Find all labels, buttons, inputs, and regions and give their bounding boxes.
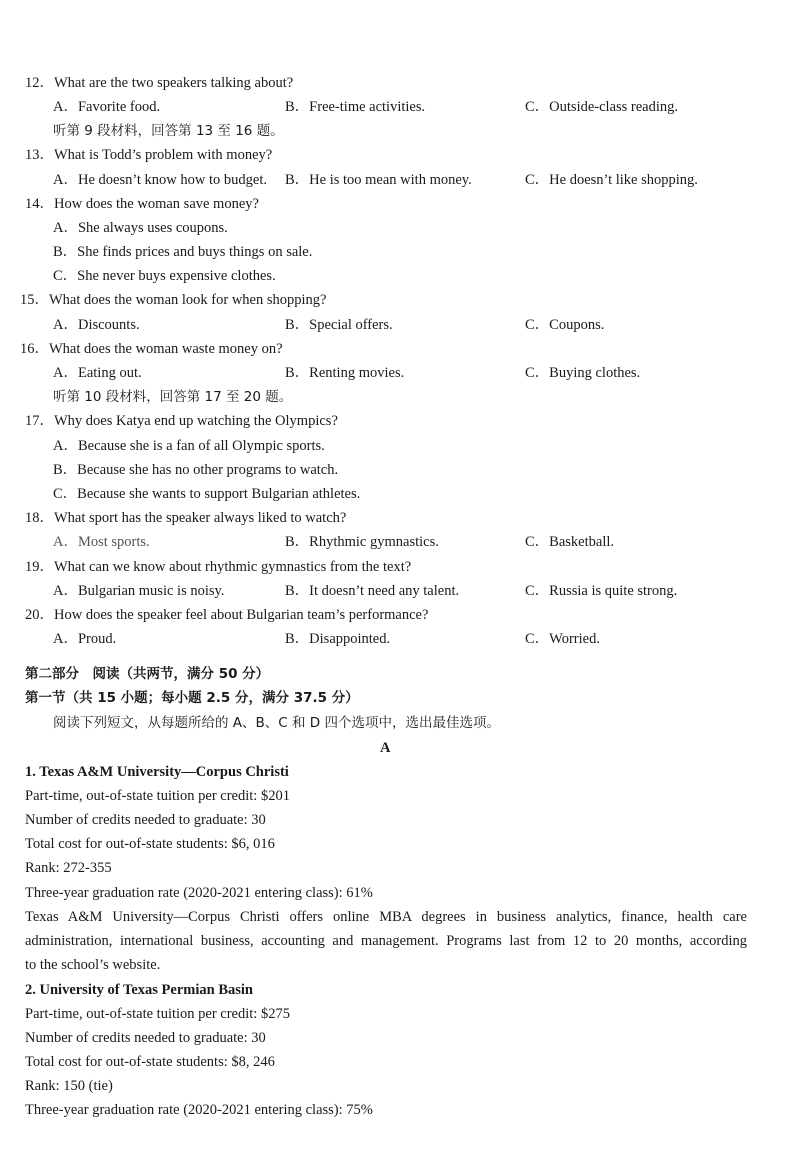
section-10-instruction: 听第 10 段材料，回答第 17 至 20 题。 — [53, 389, 293, 405]
question-18-option-c: C．Basketball. — [525, 534, 615, 550]
question-17-option-b: B．Because she has no other programs to watch. — [53, 462, 339, 478]
question-14-stem: 14．How does the woman save money? — [25, 196, 259, 212]
question-18-option-b: B．Rhythmic gymnastics. — [285, 534, 439, 550]
question-13-option-b: B．He is too mean with money. — [285, 172, 472, 188]
school-1-title: 1. Texas A&M University—Corpus Christi — [25, 764, 289, 780]
question-13-stem: 13．What is Todd’s problem with money? — [25, 147, 273, 163]
question-20-stem: 20．How does the speaker feel about Bulgarian team’s performance? — [25, 607, 429, 623]
section-one-heading: 第一节（共 15 小题；每小题 2.5 分，满分 37.5 分） — [25, 690, 359, 706]
school-1-credits: Number of credits needed to graduate: 30 — [25, 812, 266, 828]
school-2-rank: Rank: 150 (tie) — [25, 1078, 113, 1094]
reading-instruction: 阅读下列短文，从每题所给的 A、B、C 和 D 四个选项中，选出最佳选项。 — [53, 715, 500, 731]
question-14-option-a: A．She always uses coupons. — [53, 220, 228, 236]
question-19-option-c: C．Russia is quite strong. — [525, 583, 678, 599]
question-15-stem: 15．What does the woman look for when shopping? — [20, 292, 327, 308]
question-12-option-c: C．Outside-class reading. — [525, 99, 679, 115]
question-18-stem: 18．What sport has the speaker always liked to watch? — [25, 510, 347, 526]
question-16-option-a: A．Eating out. — [53, 365, 142, 381]
question-20-option-a: A．Proud. — [53, 631, 117, 647]
question-19-option-b: B．It doesn’t need any talent. — [285, 583, 460, 599]
school-2-credits: Number of credits needed to graduate: 30 — [25, 1030, 266, 1046]
question-15-option-c: C．Coupons. — [525, 317, 605, 333]
school-1-description-line-3: to the school’s website. — [25, 957, 161, 973]
question-15-option-b: B．Special offers. — [285, 317, 393, 333]
part-two-heading: 第二部分 阅读（共两节，满分 50 分） — [25, 666, 270, 682]
question-17-stem: 17．Why does Katya end up watching the Olympics? — [25, 413, 338, 429]
question-13-option-c: C．He doesn’t like shopping. — [525, 172, 698, 188]
school-2-tuition: Part-time, out-of-state tuition per credit: $275 — [25, 1006, 290, 1022]
school-2-graduation-rate: Three-year graduation rate (2020-2021 entering class): 75% — [25, 1102, 373, 1118]
question-12-option-a: A．Favorite food. — [53, 99, 161, 115]
question-20-option-c: C．Worried. — [525, 631, 600, 647]
question-12-stem: 12．What are the two speakers talking about? — [25, 75, 294, 91]
school-2-title: 2. University of Texas Permian Basin — [25, 982, 253, 998]
question-16-stem: 16．What does the woman waste money on? — [20, 341, 283, 357]
school-1-graduation-rate: Three-year graduation rate (2020-2021 entering class): 61% — [25, 885, 373, 901]
question-17-option-c: C．Because she wants to support Bulgarian athletes. — [53, 486, 361, 502]
section-9-instruction: 听第 9 段材料，回答第 13 至 16 题。 — [53, 123, 284, 139]
question-17-option-a: A．Because she is a fan of all Olympic sports. — [53, 438, 325, 454]
school-1-description-line-2: administration, international business, accounting and management. Programs last from 12 to 20 months, according — [25, 933, 747, 949]
question-13-option-a: A．He doesn’t know how to budget. — [53, 172, 267, 188]
question-14-option-c: C．She never buys expensive clothes. — [53, 268, 276, 284]
passage-letter: A — [380, 740, 391, 756]
school-2-total-cost: Total cost for out-of-state students: $8, 246 — [25, 1054, 275, 1070]
question-16-option-c: C．Buying clothes. — [525, 365, 641, 381]
question-12-option-b: B．Free-time activities. — [285, 99, 426, 115]
question-18-option-a: A．Most sports. — [53, 534, 150, 550]
question-19-option-a: A．Bulgarian music is noisy. — [53, 583, 225, 599]
question-20-option-b: B．Disappointed. — [285, 631, 391, 647]
question-16-option-b: B．Renting movies. — [285, 365, 405, 381]
school-1-tuition: Part-time, out-of-state tuition per credit: $201 — [25, 788, 290, 804]
question-14-option-b: B．She finds prices and buys things on sale. — [53, 244, 313, 260]
question-15-option-a: A．Discounts. — [53, 317, 140, 333]
question-19-stem: 19．What can we know about rhythmic gymnastics from the text? — [25, 559, 412, 575]
school-1-description-line-1: Texas A&M University—Corpus Christi offers online MBA degrees in business analytics, finance, health care — [25, 909, 747, 925]
school-1-total-cost: Total cost for out-of-state students: $6, 016 — [25, 836, 275, 852]
school-1-rank: Rank: 272-355 — [25, 860, 112, 876]
